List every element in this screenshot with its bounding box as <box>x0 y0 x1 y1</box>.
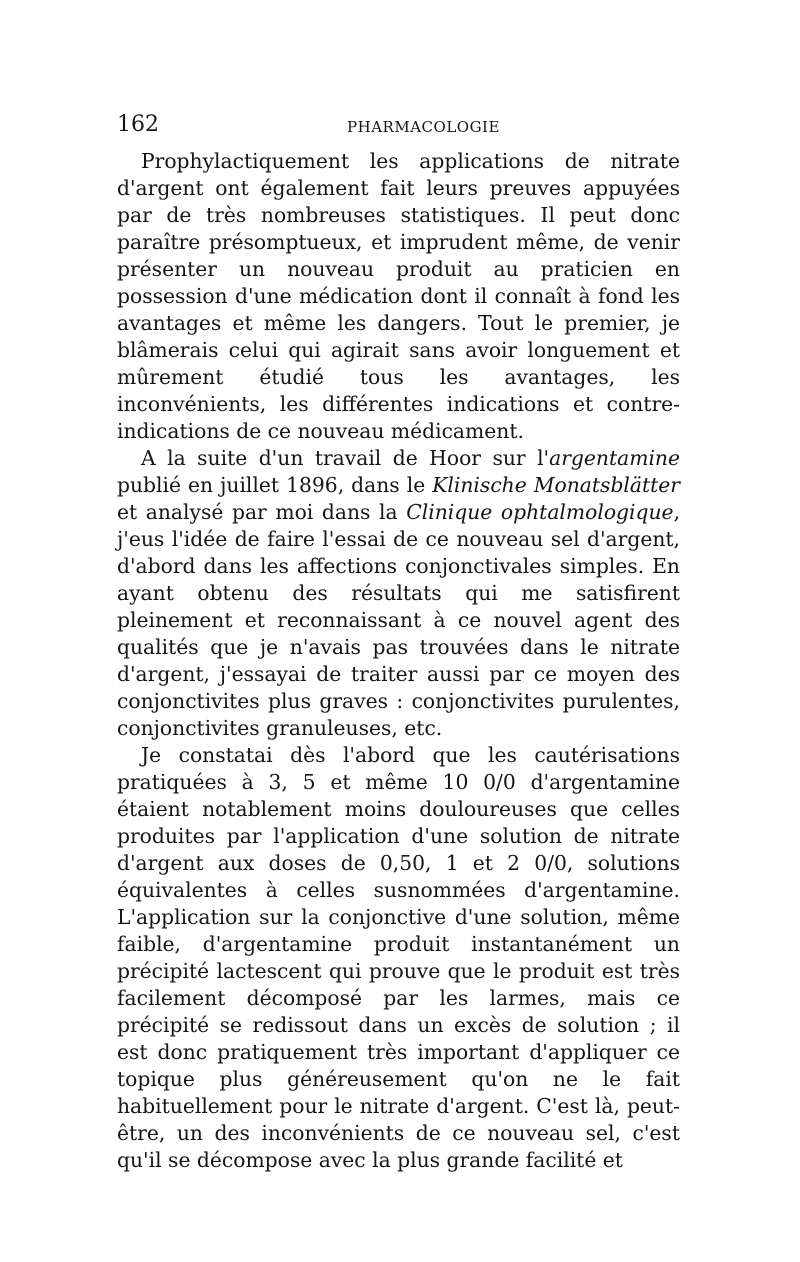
italic-term-argentamine: argentamine <box>549 446 680 470</box>
paragraph-text: Je constatai dès l'abord que les cautérisations pratiquées à 3, 5 et même 10 0/0 d'argentamine étaient notablement moins douloureuses que celles produites par l'application d'une solution de nitrate d'argent aux doses de 0,50, 1 et 2 0/0, solutions équivalentes à celles susnommées d'argentamine. L'application sur la conjonctive d'une solution, même faible, d'argentamine produit instantanément un précipité lactescent qui prouve que le produit est très facilement décomposé par les larmes, mais ce précipité se redissout dans un excès de solution ; il est donc pratiquement très important d'appliquer ce topique plus généreusement qu'on ne le fait habituellement pour le nitrate d'argent. C'est là, peut-être, un des inconvénients de ce nouveau sel, c'est qu'il se décompose avec la plus grande facilité et <box>117 743 680 1172</box>
body-text <box>117 148 680 1174</box>
running-title: PHARMACOLOGIE <box>347 118 500 136</box>
paragraph-text: et analysé par moi dans la <box>117 500 407 524</box>
italic-journal-title: Klinische Monatsblätter <box>432 473 681 497</box>
paragraph-text: A la suite d'un travail de Hoor sur l' <box>141 446 550 470</box>
paragraph-text: publié en juillet 1896, dans le <box>117 473 433 497</box>
paragraph-3 <box>117 742 680 1174</box>
paragraph-text: Prophylactiquement les applications de nitrate d'argent ont également fait leurs preuves appuyées par de très nombreuses statistiques. Il peut donc paraître présomptueux, et imprudent même, de venir présenter un nouveau produit au praticien en possession d'une médication dont il connaît à fond les avantages et même les dangers. Tout le premier, je blâmerais celui qui agirait sans avoir longuement et mûrement étudié tous les avantages, les inconvénients, les différentes indications et contre-indications de ce nouveau médicament. <box>117 149 680 443</box>
book-page <box>117 110 680 1174</box>
paragraph-text: , j'eus l'idée de faire l'essai de ce nouveau sel d'argent, d'abord dans les affections conjonctivales simples. En ayant obtenu des résultats qui me satisfirent pleinement et reconnaissant à ce nouvel agent des qualités que je n'avais pas trouvées dans le nitrate d'argent, j'essayai de traiter aussi par ce moyen des conjonctivites plus graves : conjonctivites purulentes, conjonctivites granuleuses, etc. <box>117 500 681 740</box>
running-head <box>117 110 680 140</box>
paragraph-2 <box>117 445 680 742</box>
paragraph-1 <box>117 148 680 445</box>
italic-journal-title: Clinique ophtalmologique <box>406 500 674 524</box>
page-number: 162 <box>117 112 159 137</box>
